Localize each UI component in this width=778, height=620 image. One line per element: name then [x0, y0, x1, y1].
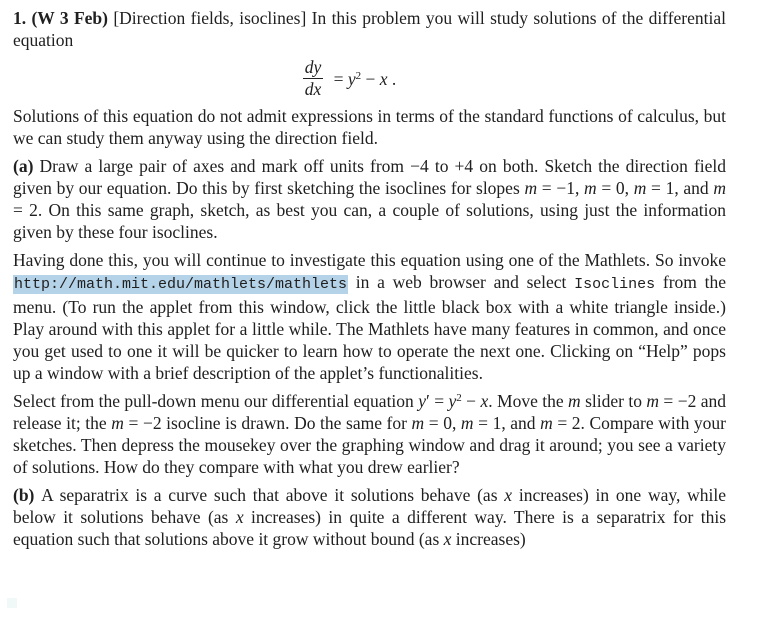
isoclines-menu-name: Isoclines — [574, 276, 656, 293]
text-run: . — [387, 68, 397, 89]
text-run: x — [443, 529, 452, 549]
text-run: (a) — [13, 156, 40, 176]
fraction-denominator: dx — [304, 79, 322, 99]
paragraph-mathlets — [13, 249, 726, 384]
text-run: y — [448, 391, 457, 411]
text-run: . Move the — [488, 391, 569, 411]
text-run: x — [480, 391, 489, 411]
text-run: Draw a large pair of axes and mark off units from −4 to +4 on both. Sketch the direction field given by our equation. Do this by first sketching the isoclines for slopes — [13, 156, 727, 198]
fraction-numerator: dy — [304, 57, 322, 77]
equation-right-hand-side — [334, 68, 397, 90]
text-run: m — [633, 178, 647, 198]
mathlets-url-link[interactable]: http://math.mit.edu/mathlets/mathlets — [14, 276, 348, 293]
text-run: y — [418, 391, 426, 411]
text-run: = 0, — [596, 178, 634, 198]
text-run: x — [379, 68, 388, 89]
text-run: m — [646, 391, 660, 411]
text-run: Solutions of this equation do not admit expressions in terms of the standard functions of calculus, but we can study them anyway using the direction field. — [13, 106, 726, 148]
text-run: increases) in one way, while below it solutions behave (as — [13, 485, 726, 527]
text-run: in a web browser and select — [348, 272, 575, 292]
text-run: = −1, — [537, 178, 585, 198]
text-run: 2 — [456, 392, 462, 404]
text-run: = −2 isocline is drawn. Do the same for — [123, 413, 412, 433]
differential-equation-display — [13, 57, 686, 100]
paragraph-part-a — [13, 155, 726, 243]
text-run: m — [524, 178, 538, 198]
text-run: = — [333, 68, 348, 89]
text-run: m — [411, 413, 425, 433]
fraction-dy-dx — [303, 57, 324, 100]
text-run: = 2. On this same graph, sketch, as best you can, a couple of solutions, using just the information given by these four isoclines. — [13, 200, 726, 242]
text-run: x — [504, 485, 513, 505]
text-run: − — [461, 391, 481, 411]
text-run: = 0, — [424, 413, 461, 433]
text-run: (b) — [13, 485, 42, 505]
paragraph-select-menu — [13, 390, 726, 478]
text-run: 2 — [355, 69, 362, 82]
text-run: = −2 and release it; the — [13, 391, 726, 433]
text-run: A separatrix is a curve such that above it solutions behave (as — [41, 485, 505, 505]
text-run: = 2. Compare with your sketches. Then depress the mousekey over the graphing window and drag it around; you see a variety of solutions. How do they compare with what you drew earlier? — [13, 413, 726, 477]
text-run: Select from the pull-down menu our differential equation — [13, 391, 419, 411]
text-run: from the menu. (To run the applet from this window, click the little black box with a white triangle inside.) Play around with this applet for a little while. The Mathlets have many features in common, and once you get used to one it will be quicker to learn how to operate the next one. Clicking on “Help” pops up a window with a brief description of the applet’s functionalities. — [13, 272, 726, 383]
paragraph-solutions-note — [13, 105, 726, 149]
text-run: m — [111, 413, 124, 433]
problem-header — [13, 7, 726, 51]
text-run: 1. (W 3 Feb) — [13, 8, 114, 28]
text-run: m — [584, 178, 597, 198]
text-run: ′ = — [425, 391, 449, 411]
text-run: y — [347, 68, 356, 89]
text-run: m — [460, 413, 474, 433]
text-run: increases) in quite a different way. There is a separatrix for this equation such that solutions above it grow without bound (as — [13, 507, 726, 549]
text-run: slider to — [580, 391, 647, 411]
text-run: m — [713, 178, 726, 198]
text-run: = 1, and — [473, 413, 541, 433]
text-run: x — [235, 507, 244, 527]
text-run: − — [361, 68, 380, 89]
text-run: m — [540, 413, 553, 433]
text-run: m — [568, 391, 581, 411]
text-run: [Direction fields, isoclines] In this problem you will study solutions of the differential equation — [13, 8, 726, 50]
text-run: = 1, and — [646, 178, 714, 198]
text-run: Having done this, you will continue to investigate this equation using one of the Mathlets. So invoke — [13, 250, 726, 270]
faint-page-artifact — [7, 598, 17, 608]
paragraph-part-b — [13, 484, 726, 550]
text-run: increases) — [451, 529, 526, 549]
